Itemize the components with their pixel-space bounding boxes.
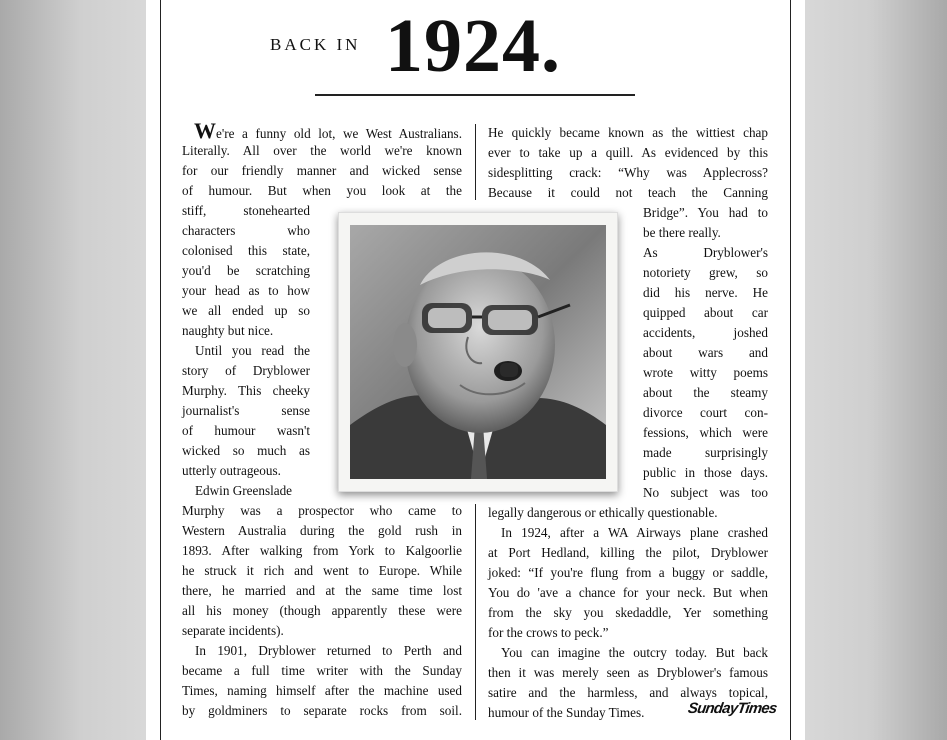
drop-cap: W xyxy=(194,118,216,143)
article-line: became a full time writer with the Sunday xyxy=(182,663,462,678)
article-line: by goldminers to separate rocks from soil. xyxy=(182,703,462,718)
column-divider-bottom xyxy=(475,504,476,720)
article-line: from the sky you skedaddle, Yer something xyxy=(488,605,768,620)
article-line: stiff, stonehearted xyxy=(182,203,310,218)
article-line: about wars and xyxy=(643,345,768,360)
headline-prefix: BACK IN xyxy=(270,35,361,54)
article-line: colonised this state, xyxy=(182,243,310,258)
article-line: be there really. xyxy=(643,225,721,240)
article-line: Bridge”. You had to xyxy=(643,205,768,220)
headline-year: 1924. xyxy=(385,4,561,88)
article-line: then it was merely seen as Dryblower's famous xyxy=(488,665,768,680)
article-line: all his money (though apparently these were xyxy=(182,603,462,618)
article-line: characters who xyxy=(182,223,310,238)
portrait-photo xyxy=(350,225,606,479)
article-line: You can imagine the outcry today. But back xyxy=(501,645,768,660)
article-line: notoriety grew, so xyxy=(643,265,768,280)
article-line: Western Australia during the gold rush in xyxy=(182,523,462,538)
article-line: public in those days. xyxy=(643,465,768,480)
article-line: Murphy. This cheeky xyxy=(182,383,310,398)
headline-rule xyxy=(315,94,635,96)
article-line: of humour wasn't xyxy=(182,423,310,438)
article-line: 1893. After walking from York to Kalgoorlie xyxy=(182,543,462,558)
article-line: Literally. All over the world we're known xyxy=(182,143,462,158)
article-line: He quickly became known as the wittiest chap xyxy=(488,125,768,140)
article-line: divorce court con- xyxy=(643,405,768,420)
article-line: In 1901, Dryblower returned to Perth and xyxy=(195,643,462,658)
article-line: we all ended up so xyxy=(182,303,310,318)
article-line: Edwin Greenslade xyxy=(195,483,293,498)
article-line: Because it could not teach the Canning xyxy=(488,185,768,200)
article-line: separate incidents). xyxy=(182,623,284,638)
article-line: legally dangerous or ethically questionable. xyxy=(488,505,718,520)
article-line: We're a funny old lot, we West Australians. xyxy=(194,118,462,143)
article-line: You do 'ave a chance for your neck. But when xyxy=(488,585,768,600)
article-line: joked: “If you're flung from a buggy or saddle, xyxy=(488,565,768,580)
article-line: utterly outrageous. xyxy=(182,463,281,478)
article-line: about the steamy xyxy=(643,385,768,400)
article-line: story of Dryblower xyxy=(182,363,310,378)
article-line: he struck it rich and went to Europe. While xyxy=(182,563,462,578)
article-line: journalist's sense xyxy=(182,403,310,418)
article-line: for the crows to peck.” xyxy=(488,625,609,640)
article-line: Until you read the xyxy=(195,343,310,358)
article-line: humour of the Sunday Times. xyxy=(488,705,645,720)
article-line: ever to take up a quill. As evidenced by this xyxy=(488,145,768,160)
article-line: there, he married and at the same time lost xyxy=(182,583,462,598)
article-line: accidents, joshed xyxy=(643,325,768,340)
article-line: for our friendly manner and wicked sense xyxy=(182,163,462,178)
article-line: naughty but nice. xyxy=(182,323,274,338)
article-line: you'd be scratching xyxy=(182,263,310,278)
article-line: No subject was too xyxy=(643,485,768,500)
article-line: your head as to how xyxy=(182,283,310,298)
article-line: sidesplitting crack: “Why was Applecross? xyxy=(488,165,768,180)
column-divider-top xyxy=(475,124,476,200)
article-line: quipped about car xyxy=(643,305,768,320)
article-line: fessions, which were xyxy=(643,425,768,440)
article-line: at Port Hedland, killing the pilot, Dryblower xyxy=(488,545,768,560)
article-line: wrote witty poems xyxy=(643,365,768,380)
article-line: of humour. But when you look at the xyxy=(182,183,462,198)
sunday-times-logo: SundayTimes xyxy=(686,700,778,717)
article-line: In 1924, after a WA Airways plane crashed xyxy=(501,525,768,540)
article-line: wicked so much as xyxy=(182,443,310,458)
article-line: made surprisingly xyxy=(643,445,768,460)
article-line: Times, naming himself after the machine used xyxy=(182,683,462,698)
portrait-illustration xyxy=(350,225,606,479)
article-line: satire and the harmless, and always topical, xyxy=(488,685,768,700)
portrait-photo-frame xyxy=(338,212,618,492)
article-line: Murphy was a prospector who came to xyxy=(182,503,462,518)
article-line: As Dryblower's xyxy=(643,245,768,260)
article-line: did his nerve. He xyxy=(643,285,768,300)
